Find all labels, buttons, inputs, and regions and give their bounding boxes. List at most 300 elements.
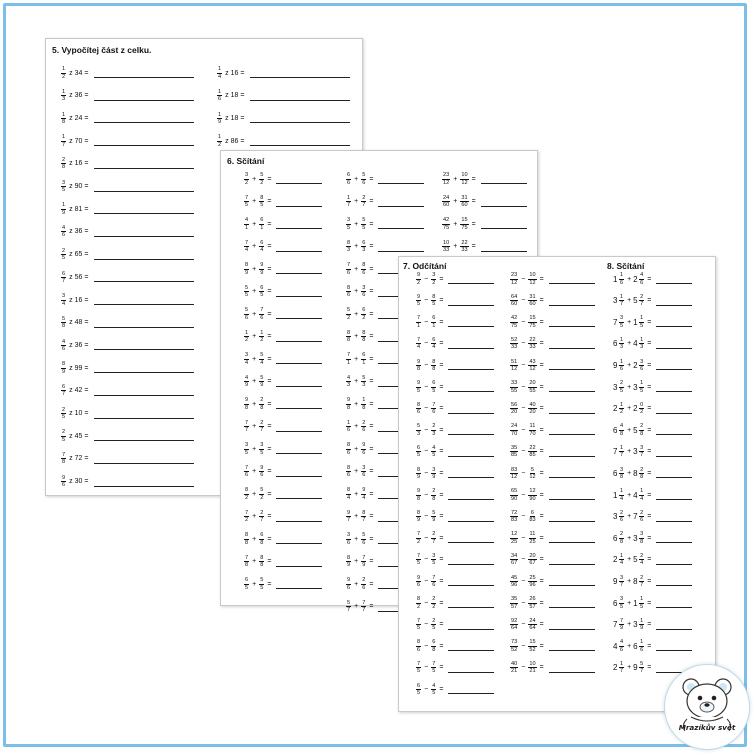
numerator: 23 bbox=[511, 272, 518, 279]
denominator: 70 bbox=[529, 430, 536, 437]
exercise-row bbox=[509, 422, 595, 438]
denominator: 6 bbox=[218, 96, 222, 103]
numerator: 6 bbox=[347, 172, 351, 179]
whole-number: 34 bbox=[74, 69, 83, 77]
numerator: 6 bbox=[62, 384, 66, 391]
plus-sign: + bbox=[354, 355, 359, 363]
numerator: 3 bbox=[362, 284, 366, 291]
numerator: 1 bbox=[245, 329, 249, 336]
fraction bbox=[61, 134, 66, 147]
fraction bbox=[346, 555, 351, 568]
equals-sign: = bbox=[439, 556, 444, 564]
plus-sign: + bbox=[627, 318, 632, 326]
numerator: 7 bbox=[417, 617, 421, 624]
answer-line bbox=[276, 174, 322, 184]
mixed-number bbox=[633, 445, 645, 458]
denominator: 4 bbox=[347, 494, 351, 501]
minus-sign: − bbox=[521, 426, 526, 434]
fraction bbox=[639, 639, 644, 652]
of-label: z bbox=[69, 387, 73, 395]
denominator: 6 bbox=[260, 314, 264, 321]
fraction bbox=[361, 465, 366, 478]
fraction bbox=[244, 375, 249, 388]
answer-line bbox=[656, 555, 692, 565]
minus-sign: − bbox=[521, 556, 526, 564]
answer-line bbox=[656, 382, 692, 392]
exercise-row bbox=[613, 465, 692, 481]
fraction bbox=[416, 596, 421, 609]
numerator: 7 bbox=[417, 337, 421, 344]
answer-line bbox=[276, 579, 322, 589]
numerator: 6 bbox=[417, 682, 421, 689]
denominator: 5 bbox=[640, 387, 644, 394]
numerator: 5 bbox=[260, 487, 264, 494]
fraction bbox=[346, 375, 351, 388]
numerator: 8 bbox=[347, 554, 351, 561]
exercise-row bbox=[60, 292, 194, 308]
fraction bbox=[259, 262, 264, 275]
numerator: 10 bbox=[443, 239, 450, 246]
denominator: 5 bbox=[417, 387, 421, 394]
answer-line bbox=[448, 620, 494, 630]
fraction bbox=[639, 337, 644, 350]
numerator: 9 bbox=[260, 464, 264, 471]
numerator: 6 bbox=[62, 270, 66, 277]
plus-sign: + bbox=[252, 490, 257, 498]
fraction bbox=[460, 172, 468, 185]
denominator: 12 bbox=[529, 473, 536, 480]
denominator: 6 bbox=[432, 581, 436, 588]
mixed-number bbox=[613, 272, 625, 285]
fraction bbox=[346, 307, 351, 320]
fraction bbox=[528, 445, 536, 458]
numerator: 10 bbox=[461, 172, 468, 179]
numerator: 52 bbox=[511, 337, 518, 344]
fraction bbox=[416, 467, 421, 480]
fraction bbox=[61, 361, 66, 374]
exercise-row bbox=[509, 465, 595, 481]
whole-part: 3 bbox=[613, 382, 618, 392]
fraction bbox=[259, 442, 264, 455]
equals-sign: = bbox=[647, 621, 652, 629]
plus-sign: + bbox=[354, 490, 359, 498]
fraction bbox=[346, 262, 351, 275]
fraction bbox=[528, 531, 536, 544]
equals-sign: = bbox=[84, 183, 89, 190]
numerator: 8 bbox=[362, 329, 366, 336]
mixed-number bbox=[633, 553, 645, 566]
numerator: 1 bbox=[640, 337, 644, 344]
fraction bbox=[244, 555, 249, 568]
numerator: 7 bbox=[245, 509, 249, 516]
fraction bbox=[61, 407, 66, 420]
fraction bbox=[361, 577, 366, 590]
answer-line bbox=[276, 354, 322, 364]
fraction bbox=[639, 510, 644, 523]
fraction bbox=[431, 575, 436, 588]
answer-line bbox=[549, 512, 595, 522]
fraction bbox=[361, 240, 366, 253]
whole-part: 2 bbox=[633, 360, 638, 370]
whole-number: 36 bbox=[74, 228, 83, 236]
denominator: 33 bbox=[443, 247, 450, 253]
numerator: 9 bbox=[62, 474, 66, 481]
answer-line bbox=[549, 404, 595, 414]
answer-line bbox=[549, 382, 595, 392]
denominator: 6 bbox=[362, 179, 366, 186]
plus-sign: + bbox=[354, 288, 359, 295]
exercise-row bbox=[415, 357, 494, 373]
plus-sign: + bbox=[354, 580, 359, 588]
plus-sign: + bbox=[354, 220, 359, 228]
denominator: 5 bbox=[619, 322, 624, 329]
numerator: 9 bbox=[347, 509, 351, 516]
numerator: 9 bbox=[245, 397, 249, 404]
whole-part: 1 bbox=[633, 598, 638, 608]
fraction bbox=[346, 285, 351, 298]
answer-line bbox=[448, 598, 494, 608]
exercise-row bbox=[60, 247, 194, 263]
numerator: 1 bbox=[218, 66, 222, 73]
exercise-row bbox=[441, 194, 527, 210]
numerator: 6 bbox=[432, 315, 436, 322]
equals-sign: = bbox=[647, 405, 652, 413]
numerator: 4 bbox=[619, 639, 624, 646]
equals-sign: = bbox=[267, 198, 272, 205]
denominator: 5 bbox=[432, 560, 436, 567]
fraction bbox=[619, 423, 624, 436]
fraction bbox=[619, 531, 624, 544]
exercise-row bbox=[415, 573, 494, 589]
denominator: 5 bbox=[362, 224, 366, 231]
numerator: 7 bbox=[245, 419, 249, 426]
answer-line bbox=[94, 204, 194, 214]
whole-number: 18 bbox=[230, 114, 239, 122]
worksheet-subtraction-addition bbox=[398, 256, 716, 712]
denominator: 5 bbox=[417, 625, 421, 632]
fraction bbox=[528, 575, 536, 588]
denominator: 60 bbox=[511, 301, 518, 308]
whole-number: 86 bbox=[230, 137, 239, 145]
fraction bbox=[259, 487, 264, 500]
numerator: 2 bbox=[640, 293, 644, 300]
denominator: 21 bbox=[511, 668, 518, 675]
denominator: 6 bbox=[362, 269, 366, 276]
exercise-row bbox=[60, 269, 194, 285]
numerator: 5 bbox=[362, 217, 366, 224]
answer-line bbox=[448, 641, 494, 651]
whole-part: 3 bbox=[613, 512, 618, 522]
equals-sign: = bbox=[369, 265, 374, 273]
fraction bbox=[510, 337, 518, 350]
numerator: 5 bbox=[347, 307, 351, 314]
fraction bbox=[361, 352, 366, 365]
equals-sign: = bbox=[439, 426, 444, 434]
exercise-row bbox=[60, 88, 194, 104]
denominator: 60 bbox=[529, 301, 536, 308]
numerator: 2 bbox=[619, 509, 624, 516]
numerator: 2 bbox=[640, 466, 644, 473]
whole-part: 2 bbox=[613, 404, 618, 414]
plus-sign: + bbox=[252, 333, 257, 340]
equals-sign: = bbox=[369, 490, 374, 498]
fraction bbox=[639, 596, 644, 609]
minus-sign: − bbox=[521, 642, 526, 650]
denominator: 4 bbox=[218, 73, 222, 80]
fraction bbox=[510, 315, 518, 328]
equals-sign: = bbox=[267, 423, 272, 430]
numerator: 40 bbox=[511, 661, 518, 668]
exercise-row bbox=[613, 293, 692, 309]
plus-sign: + bbox=[627, 275, 632, 283]
numerator: 8 bbox=[362, 262, 366, 269]
numerator: 2 bbox=[640, 574, 644, 581]
denominator: 4 bbox=[245, 359, 249, 366]
numerator: 33 bbox=[511, 380, 518, 387]
whole-part: 3 bbox=[613, 296, 618, 306]
denominator: 5 bbox=[432, 387, 436, 394]
equals-sign: = bbox=[647, 448, 652, 456]
fraction bbox=[346, 195, 351, 208]
numerator: 24 bbox=[511, 423, 518, 430]
equals-sign: = bbox=[267, 445, 272, 453]
plus-sign: + bbox=[627, 664, 632, 672]
minus-sign: − bbox=[521, 534, 526, 542]
numerator: 1 bbox=[218, 88, 222, 95]
mixed-number bbox=[613, 661, 625, 674]
answer-line bbox=[448, 576, 494, 586]
denominator: 83 bbox=[511, 517, 518, 524]
fraction bbox=[259, 285, 264, 298]
mixed-number bbox=[633, 596, 645, 609]
fraction bbox=[259, 555, 264, 568]
numerator: 4 bbox=[62, 338, 66, 345]
answer-line bbox=[448, 382, 494, 392]
equals-sign: = bbox=[439, 642, 444, 650]
denominator: 12 bbox=[443, 179, 450, 186]
numerator: 4 bbox=[619, 423, 624, 430]
whole-part: 3 bbox=[633, 533, 638, 543]
exercise-row bbox=[60, 337, 194, 353]
plus-sign: + bbox=[252, 580, 257, 588]
equals-sign: = bbox=[267, 310, 272, 318]
exercise-row bbox=[60, 224, 194, 240]
answer-line bbox=[94, 136, 194, 146]
numerator: 9 bbox=[417, 358, 421, 365]
numerator: 5 bbox=[530, 466, 534, 473]
plus-sign: + bbox=[252, 175, 257, 183]
minus-sign: − bbox=[424, 405, 429, 413]
numerator: 1 bbox=[619, 445, 624, 452]
numerator: 5 bbox=[417, 423, 421, 430]
numerator: 8 bbox=[432, 358, 436, 365]
equals-sign: = bbox=[267, 468, 272, 475]
numerator: 26 bbox=[529, 596, 536, 603]
fraction bbox=[639, 359, 644, 372]
exercise-row bbox=[613, 444, 692, 460]
fraction bbox=[346, 600, 351, 613]
denominator: 9 bbox=[245, 382, 249, 388]
whole-part: 2 bbox=[613, 663, 618, 673]
of-label: z bbox=[69, 410, 73, 417]
mixed-number bbox=[633, 531, 645, 544]
answer-line bbox=[656, 641, 692, 651]
exercise-row bbox=[60, 406, 194, 422]
whole-part: 3 bbox=[633, 620, 638, 630]
fraction bbox=[431, 531, 436, 544]
fraction bbox=[61, 339, 66, 352]
whole-part: 7 bbox=[633, 512, 638, 522]
denominator: 6 bbox=[347, 269, 351, 276]
numerator: 6 bbox=[530, 509, 534, 516]
equals-sign: = bbox=[369, 468, 374, 475]
exercise-row bbox=[509, 271, 595, 287]
equals-sign: = bbox=[240, 114, 245, 122]
numerator: 6 bbox=[260, 239, 264, 246]
plus-sign: + bbox=[354, 603, 359, 610]
equals-sign: = bbox=[647, 664, 652, 672]
denominator: 7 bbox=[362, 517, 366, 523]
fraction bbox=[244, 352, 249, 365]
fraction bbox=[431, 467, 436, 480]
plus-sign: + bbox=[627, 469, 632, 477]
equals-sign: = bbox=[369, 175, 374, 183]
denominator: 5 bbox=[260, 584, 264, 591]
numerator: 9 bbox=[417, 380, 421, 387]
fraction bbox=[259, 397, 264, 410]
denominator: 5 bbox=[619, 387, 624, 394]
equals-sign: = bbox=[84, 69, 89, 77]
denominator: 25 bbox=[529, 538, 536, 545]
numerator: 5 bbox=[362, 374, 366, 381]
exercise-row bbox=[243, 419, 322, 435]
exercise-row bbox=[243, 284, 322, 300]
equals-sign: = bbox=[647, 491, 652, 499]
exercise-row bbox=[509, 336, 595, 352]
plus-sign: + bbox=[453, 198, 458, 205]
exercise-row bbox=[216, 110, 350, 126]
fraction bbox=[346, 510, 351, 523]
exercise-row bbox=[509, 530, 595, 546]
fraction bbox=[346, 330, 351, 343]
whole-number: 42 bbox=[74, 387, 83, 395]
numerator: 7 bbox=[417, 661, 421, 668]
fraction bbox=[431, 683, 436, 696]
minus-sign: − bbox=[424, 642, 429, 650]
numerator: 8 bbox=[347, 442, 351, 449]
whole-number: 10 bbox=[74, 410, 83, 417]
denominator: 8 bbox=[62, 459, 66, 466]
answer-line bbox=[549, 620, 595, 630]
denominator: 8 bbox=[640, 538, 644, 545]
mixed-number bbox=[633, 315, 645, 328]
numerator: 1 bbox=[619, 488, 624, 495]
equals-sign: = bbox=[439, 275, 444, 283]
equals-sign: = bbox=[439, 448, 444, 456]
mixed-number bbox=[613, 531, 625, 544]
mixed-number bbox=[613, 618, 625, 631]
plus-sign: + bbox=[627, 577, 632, 585]
numerator: 2 bbox=[62, 429, 66, 436]
numerator: 7 bbox=[347, 352, 351, 359]
exercise-row bbox=[243, 486, 322, 502]
fraction bbox=[528, 402, 536, 415]
exercise-row bbox=[415, 422, 494, 438]
equals-sign: = bbox=[647, 297, 652, 305]
denominator: 2 bbox=[260, 179, 264, 186]
numerator: 1 bbox=[62, 66, 66, 73]
equals-sign: = bbox=[267, 513, 272, 520]
whole-part: 3 bbox=[633, 382, 638, 392]
numerator: 24 bbox=[529, 617, 536, 624]
of-label: z bbox=[69, 364, 73, 372]
plus-sign: + bbox=[354, 310, 359, 318]
whole-part: 4 bbox=[633, 490, 638, 500]
numerator: 1 bbox=[640, 617, 644, 624]
minus-sign: − bbox=[424, 599, 429, 607]
plus-sign: + bbox=[627, 448, 632, 456]
answer-line bbox=[656, 512, 692, 522]
denominator: 4 bbox=[417, 344, 421, 351]
minus-sign: − bbox=[521, 405, 526, 413]
plus-sign: + bbox=[252, 355, 257, 363]
fraction bbox=[61, 293, 66, 306]
whole-number: 48 bbox=[74, 319, 83, 327]
denominator: 6 bbox=[362, 584, 366, 591]
whole-part: 4 bbox=[613, 641, 618, 651]
numerator: 10 bbox=[529, 272, 536, 279]
equals-sign: = bbox=[369, 243, 374, 250]
exercise-row bbox=[60, 474, 194, 490]
numerator: 8 bbox=[347, 464, 351, 471]
denominator: 12 bbox=[529, 279, 536, 286]
numerator: 3 bbox=[347, 217, 351, 224]
equals-sign: = bbox=[369, 535, 374, 543]
bear-icon bbox=[665, 665, 749, 749]
of-label: z bbox=[69, 160, 73, 168]
fraction bbox=[61, 429, 66, 442]
fraction bbox=[361, 330, 366, 343]
exercise-row bbox=[243, 261, 322, 277]
numerator: 42 bbox=[511, 315, 518, 322]
exercise-row bbox=[60, 156, 194, 172]
answer-line bbox=[94, 272, 194, 282]
plus-sign: + bbox=[252, 400, 257, 408]
numerator: 2 bbox=[640, 509, 644, 516]
fraction bbox=[61, 271, 66, 284]
fraction bbox=[619, 337, 624, 350]
fraction bbox=[259, 240, 264, 253]
answer-line bbox=[276, 219, 322, 229]
whole-number: 16 bbox=[230, 69, 239, 77]
equals-sign: = bbox=[267, 558, 272, 565]
answer-line bbox=[549, 339, 595, 349]
answer-line bbox=[549, 360, 595, 370]
fraction bbox=[361, 285, 366, 298]
denominator: 8 bbox=[347, 337, 351, 343]
fraction bbox=[431, 423, 436, 436]
whole-number: 81 bbox=[74, 205, 83, 213]
fraction bbox=[259, 420, 264, 433]
numerator: 9 bbox=[417, 293, 421, 300]
denominator: 5 bbox=[432, 452, 436, 459]
plus-sign: + bbox=[354, 400, 359, 408]
fraction bbox=[361, 600, 366, 613]
equals-sign: = bbox=[369, 558, 374, 565]
denominator: 8 bbox=[432, 646, 436, 653]
answer-line bbox=[276, 264, 322, 274]
fraction bbox=[244, 217, 249, 230]
